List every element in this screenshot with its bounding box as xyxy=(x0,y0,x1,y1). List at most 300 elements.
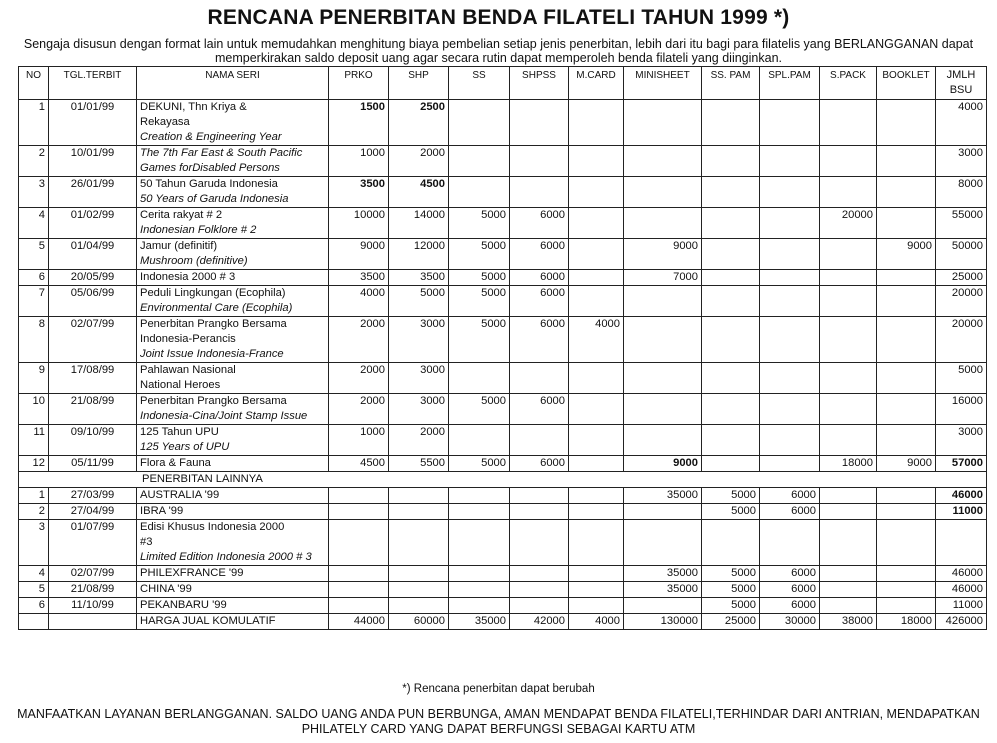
series-name-line: PEKANBARU '99 xyxy=(140,599,227,611)
row-sspam xyxy=(702,520,760,566)
row-shpss xyxy=(510,146,569,177)
table-row xyxy=(19,566,987,582)
row-mcard xyxy=(569,394,624,425)
row-jmlh: 3000 xyxy=(936,425,987,456)
row-name xyxy=(137,456,329,472)
row-name xyxy=(137,504,329,520)
table-row xyxy=(19,488,987,504)
col-splpam: SPL.PAM xyxy=(760,67,820,100)
row-date: 01/07/99 xyxy=(49,520,137,566)
row-splpam xyxy=(760,425,820,456)
row-shp xyxy=(389,582,449,598)
row-spack xyxy=(820,146,877,177)
row-no: 8 xyxy=(19,317,49,363)
series-name-line: #3 xyxy=(140,536,153,548)
row-shpss: 6000 xyxy=(510,208,569,239)
series-name-line: PHILEXFRANCE '99 xyxy=(140,567,244,579)
row-no: 11 xyxy=(19,425,49,456)
row-name xyxy=(137,582,329,598)
row-ss xyxy=(449,488,510,504)
row-jmlh: 16000 xyxy=(936,394,987,425)
row-mcard xyxy=(569,566,624,582)
col-prko: PRKO xyxy=(329,67,389,100)
row-shpss: 6000 xyxy=(510,286,569,317)
col-bsu-label: BSU xyxy=(949,84,973,96)
row-no: 1 xyxy=(19,100,49,146)
row-shpss xyxy=(510,598,569,614)
series-name-line: Rekayasa xyxy=(140,116,190,128)
row-no: 4 xyxy=(19,566,49,582)
row-date: 05/11/99 xyxy=(49,456,137,472)
row-date: 01/04/99 xyxy=(49,239,137,270)
row-date: 09/10/99 xyxy=(49,425,137,456)
total-label: HARGA JUAL KOMULATIF xyxy=(137,614,329,630)
row-mcard xyxy=(569,456,624,472)
row-shpss xyxy=(510,520,569,566)
row-no: 5 xyxy=(19,239,49,270)
row-spack xyxy=(820,177,877,208)
row-jmlh: 46000 xyxy=(936,488,987,504)
total-minisheet: 130000 xyxy=(624,614,702,630)
row-splpam xyxy=(760,520,820,566)
row-splpam: 6000 xyxy=(760,582,820,598)
series-name-english: The 7th Far East & South Pacific Games forDisabled Persons xyxy=(140,147,303,174)
row-date: 27/04/99 xyxy=(49,504,137,520)
row-name xyxy=(137,363,329,394)
row-ss xyxy=(449,504,510,520)
row-booklet xyxy=(877,598,936,614)
row-no: 3 xyxy=(19,177,49,208)
section-row xyxy=(19,472,987,488)
row-sspam xyxy=(702,317,760,363)
row-prko xyxy=(329,520,389,566)
col-sspam: SS. PAM xyxy=(702,67,760,100)
main-issues-body xyxy=(19,100,987,472)
total-body xyxy=(19,614,987,630)
row-mcard xyxy=(569,208,624,239)
row-minisheet xyxy=(624,520,702,566)
row-minisheet xyxy=(624,598,702,614)
row-mcard xyxy=(569,100,624,146)
col-mcard: M.CARD xyxy=(569,67,624,100)
row-spack xyxy=(820,598,877,614)
row-booklet xyxy=(877,270,936,286)
table-row xyxy=(19,177,987,208)
row-spack xyxy=(820,363,877,394)
row-shp xyxy=(389,504,449,520)
row-splpam xyxy=(760,100,820,146)
page-title: RENCANA PENERBITAN BENDA FILATELI TAHUN 1999 *) xyxy=(207,6,790,29)
row-minisheet xyxy=(624,425,702,456)
row-splpam xyxy=(760,270,820,286)
row-date: 05/06/99 xyxy=(49,286,137,317)
col-jmlh xyxy=(936,67,987,100)
series-name-english: 50 Years of Garuda Indonesia xyxy=(140,193,289,205)
row-prko xyxy=(329,566,389,582)
row-prko xyxy=(329,504,389,520)
total-spack: 38000 xyxy=(820,614,877,630)
row-date: 21/08/99 xyxy=(49,582,137,598)
col-spack: S.PACK xyxy=(820,67,877,100)
series-name-line: Flora & Fauna xyxy=(140,457,211,469)
row-splpam xyxy=(760,363,820,394)
row-spack xyxy=(820,286,877,317)
series-name-line: Indonesia 2000 # 3 xyxy=(140,271,236,283)
row-jmlh: 55000 xyxy=(936,208,987,239)
col-tgl: TGL.TERBIT xyxy=(49,67,137,100)
table-row xyxy=(19,363,987,394)
table-row xyxy=(19,456,987,472)
row-spack xyxy=(820,582,877,598)
row-mcard xyxy=(569,239,624,270)
row-booklet xyxy=(877,582,936,598)
row-shp xyxy=(389,598,449,614)
row-minisheet xyxy=(624,208,702,239)
row-spack xyxy=(820,394,877,425)
row-mcard xyxy=(569,286,624,317)
row-mcard xyxy=(569,488,624,504)
row-sspam: 5000 xyxy=(702,582,760,598)
row-name xyxy=(137,598,329,614)
row-spack xyxy=(820,504,877,520)
row-ss xyxy=(449,100,510,146)
row-sspam xyxy=(702,270,760,286)
series-name-line: IBRA '99 xyxy=(140,505,184,517)
row-mcard xyxy=(569,270,624,286)
row-spack xyxy=(820,270,877,286)
row-booklet xyxy=(877,520,936,566)
row-prko: 2000 xyxy=(329,317,389,363)
row-sspam xyxy=(702,286,760,317)
row-sspam xyxy=(702,146,760,177)
row-no: 10 xyxy=(19,394,49,425)
row-minisheet xyxy=(624,394,702,425)
row-spack xyxy=(820,520,877,566)
series-name-english: Limited Edition Indonesia 2000 # 3 xyxy=(140,551,312,563)
col-booklet: BOOKLET xyxy=(877,67,936,100)
section-label: PENERBITAN LAINNYA xyxy=(19,472,987,488)
row-prko: 9000 xyxy=(329,239,389,270)
row-no: 2 xyxy=(19,146,49,177)
series-name-english: Creation & Engineering Year xyxy=(140,131,282,143)
row-name xyxy=(137,566,329,582)
row-splpam: 6000 xyxy=(760,598,820,614)
row-name xyxy=(137,239,329,270)
row-booklet xyxy=(877,317,936,363)
row-jmlh: 57000 xyxy=(936,456,987,472)
row-shpss: 6000 xyxy=(510,394,569,425)
row-prko: 2000 xyxy=(329,363,389,394)
row-prko: 1000 xyxy=(329,425,389,456)
row-name xyxy=(137,208,329,239)
row-minisheet xyxy=(624,177,702,208)
row-shp: 5500 xyxy=(389,456,449,472)
row-minisheet xyxy=(624,317,702,363)
row-name xyxy=(137,270,329,286)
row-no: 9 xyxy=(19,363,49,394)
table-row xyxy=(19,504,987,520)
row-booklet: 9000 xyxy=(877,239,936,270)
row-minisheet xyxy=(624,286,702,317)
row-splpam xyxy=(760,286,820,317)
series-name-english: Indonesian Folklore # 2 xyxy=(140,224,257,236)
other-issues-body xyxy=(19,488,987,614)
table-row xyxy=(19,520,987,566)
row-shp: 12000 xyxy=(389,239,449,270)
row-booklet xyxy=(877,177,936,208)
row-jmlh: 5000 xyxy=(936,363,987,394)
table-row xyxy=(19,394,987,425)
row-booklet xyxy=(877,363,936,394)
table-header-row xyxy=(19,67,987,100)
footnote: *) Rencana penerbitan dapat berubah xyxy=(402,683,595,695)
row-booklet xyxy=(877,425,936,456)
row-jmlh: 50000 xyxy=(936,239,987,270)
table-row xyxy=(19,146,987,177)
row-ss xyxy=(449,598,510,614)
row-ss xyxy=(449,177,510,208)
row-spack xyxy=(820,566,877,582)
table-row xyxy=(19,425,987,456)
row-splpam: 6000 xyxy=(760,566,820,582)
total-blank xyxy=(19,614,49,630)
row-minisheet xyxy=(624,363,702,394)
row-booklet xyxy=(877,286,936,317)
row-name xyxy=(137,286,329,317)
promo-text: MANFAATKAN LAYANAN BERLANGGANAN. SALDO UANG ANDA PUN BERBUNGA, AMAN MENDAPAT BENDA FILATELI,TERHINDAR DARI ANTRIAN, MENDAPATKAN PHILATELY CARD YANG DAPAT BERFUNGSI SEBAGAI KARTU ATM xyxy=(17,707,980,736)
row-ss xyxy=(449,363,510,394)
row-prko xyxy=(329,582,389,598)
row-booklet xyxy=(877,488,936,504)
issue-schedule-table xyxy=(18,66,987,630)
row-shp xyxy=(389,566,449,582)
row-no: 2 xyxy=(19,504,49,520)
row-sspam xyxy=(702,456,760,472)
row-prko: 1500 xyxy=(329,100,389,146)
row-minisheet xyxy=(624,100,702,146)
series-name-line: Edisi Khusus Indonesia 2000 xyxy=(140,521,285,533)
row-splpam xyxy=(760,208,820,239)
row-shp: 3000 xyxy=(389,317,449,363)
row-shp: 2000 xyxy=(389,146,449,177)
row-mcard xyxy=(569,520,624,566)
row-spack xyxy=(820,239,877,270)
series-name-line: CHINA '99 xyxy=(140,583,192,595)
row-shpss: 6000 xyxy=(510,270,569,286)
row-mcard xyxy=(569,363,624,394)
row-booklet xyxy=(877,504,936,520)
series-name-english: Mushroom (definitive) xyxy=(140,255,248,267)
row-minisheet xyxy=(624,146,702,177)
total-booklet: 18000 xyxy=(877,614,936,630)
total-ss: 35000 xyxy=(449,614,510,630)
row-booklet xyxy=(877,146,936,177)
row-date: 01/01/99 xyxy=(49,100,137,146)
row-sspam xyxy=(702,363,760,394)
col-ss: SS xyxy=(449,67,510,100)
col-shpss: SHPSS xyxy=(510,67,569,100)
row-shp xyxy=(389,520,449,566)
series-name-line: Indonesia-Perancis xyxy=(140,333,236,345)
row-ss: 5000 xyxy=(449,394,510,425)
row-ss xyxy=(449,146,510,177)
total-splpam: 30000 xyxy=(760,614,820,630)
series-name-english: 125 Years of UPU xyxy=(140,441,230,453)
row-prko: 3500 xyxy=(329,270,389,286)
row-minisheet: 7000 xyxy=(624,270,702,286)
row-date: 21/08/99 xyxy=(49,394,137,425)
row-mcard xyxy=(569,582,624,598)
row-splpam xyxy=(760,394,820,425)
row-date: 02/07/99 xyxy=(49,566,137,582)
row-name xyxy=(137,100,329,146)
row-prko: 2000 xyxy=(329,394,389,425)
row-minisheet: 35000 xyxy=(624,566,702,582)
row-booklet xyxy=(877,208,936,239)
row-prko xyxy=(329,488,389,504)
series-name-line: Cerita rakyat # 2 xyxy=(140,209,223,221)
row-date: 02/07/99 xyxy=(49,317,137,363)
row-spack xyxy=(820,100,877,146)
row-ss xyxy=(449,566,510,582)
table-row xyxy=(19,270,987,286)
table-row xyxy=(19,582,987,598)
row-jmlh: 25000 xyxy=(936,270,987,286)
series-name-line: Jamur (definitif) xyxy=(140,240,218,252)
row-date: 01/02/99 xyxy=(49,208,137,239)
row-booklet xyxy=(877,394,936,425)
series-name-line: Penerbitan Prangko Bersama xyxy=(140,318,287,330)
total-row xyxy=(19,614,987,630)
series-name-line: Peduli Lingkungan (Ecophila) xyxy=(140,287,286,299)
total-shpss: 42000 xyxy=(510,614,569,630)
row-sspam xyxy=(702,177,760,208)
row-sspam xyxy=(702,425,760,456)
row-minisheet: 9000 xyxy=(624,239,702,270)
row-no: 6 xyxy=(19,270,49,286)
row-shpss xyxy=(510,504,569,520)
row-spack xyxy=(820,425,877,456)
row-shpss: 6000 xyxy=(510,239,569,270)
row-shp: 5000 xyxy=(389,286,449,317)
row-no: 4 xyxy=(19,208,49,239)
row-jmlh: 20000 xyxy=(936,286,987,317)
row-splpam xyxy=(760,177,820,208)
row-date: 26/01/99 xyxy=(49,177,137,208)
row-prko: 4000 xyxy=(329,286,389,317)
row-shpss: 6000 xyxy=(510,317,569,363)
row-no: 12 xyxy=(19,456,49,472)
row-name xyxy=(137,146,329,177)
row-sspam: 5000 xyxy=(702,504,760,520)
row-no: 7 xyxy=(19,286,49,317)
row-no: 6 xyxy=(19,598,49,614)
row-shpss xyxy=(510,425,569,456)
row-splpam xyxy=(760,146,820,177)
series-name-line: National Heroes xyxy=(140,379,221,391)
row-mcard xyxy=(569,425,624,456)
row-mcard xyxy=(569,598,624,614)
row-jmlh: 11000 xyxy=(936,504,987,520)
row-spack: 18000 xyxy=(820,456,877,472)
row-minisheet: 35000 xyxy=(624,488,702,504)
row-shpss xyxy=(510,566,569,582)
series-name-line: 125 Tahun UPU xyxy=(140,426,219,438)
table-row xyxy=(19,286,987,317)
row-no: 3 xyxy=(19,520,49,566)
series-name-english: Environmental Care (Ecophila) xyxy=(140,302,293,314)
row-prko: 1000 xyxy=(329,146,389,177)
row-mcard xyxy=(569,146,624,177)
row-jmlh: 20000 xyxy=(936,317,987,363)
total-sspam: 25000 xyxy=(702,614,760,630)
row-spack: 20000 xyxy=(820,208,877,239)
total-jmlh: 426000 xyxy=(936,614,987,630)
row-shp: 14000 xyxy=(389,208,449,239)
row-jmlh: 4000 xyxy=(936,100,987,146)
row-name xyxy=(137,425,329,456)
table-row xyxy=(19,317,987,363)
row-splpam: 6000 xyxy=(760,488,820,504)
row-date: 11/10/99 xyxy=(49,598,137,614)
row-ss: 5000 xyxy=(449,456,510,472)
row-ss xyxy=(449,425,510,456)
total-mcard: 4000 xyxy=(569,614,624,630)
row-no: 1 xyxy=(19,488,49,504)
row-sspam: 5000 xyxy=(702,488,760,504)
row-jmlh: 46000 xyxy=(936,582,987,598)
series-name-line: Penerbitan Prangko Bersama xyxy=(140,395,287,407)
row-name xyxy=(137,394,329,425)
row-ss: 5000 xyxy=(449,208,510,239)
row-prko xyxy=(329,598,389,614)
row-spack xyxy=(820,488,877,504)
row-jmlh: 8000 xyxy=(936,177,987,208)
series-name-line: DEKUNI, Thn Kriya & xyxy=(140,101,247,113)
row-shp: 4500 xyxy=(389,177,449,208)
row-ss xyxy=(449,520,510,566)
row-name xyxy=(137,317,329,363)
row-spack xyxy=(820,317,877,363)
row-splpam xyxy=(760,456,820,472)
row-prko: 10000 xyxy=(329,208,389,239)
row-booklet xyxy=(877,100,936,146)
series-name-line: AUSTRALIA '99 xyxy=(140,489,220,501)
row-booklet: 9000 xyxy=(877,456,936,472)
row-shp: 2000 xyxy=(389,425,449,456)
row-minisheet: 9000 xyxy=(624,456,702,472)
row-mcard: 4000 xyxy=(569,317,624,363)
row-ss: 5000 xyxy=(449,239,510,270)
row-sspam: 5000 xyxy=(702,566,760,582)
series-name-line: 50 Tahun Garuda Indonesia xyxy=(140,178,278,190)
total-prko: 44000 xyxy=(329,614,389,630)
row-minisheet xyxy=(624,504,702,520)
row-shp: 3500 xyxy=(389,270,449,286)
row-booklet xyxy=(877,566,936,582)
row-shp xyxy=(389,488,449,504)
row-name xyxy=(137,177,329,208)
row-no: 5 xyxy=(19,582,49,598)
row-ss: 5000 xyxy=(449,270,510,286)
row-shpss: 6000 xyxy=(510,456,569,472)
row-ss: 5000 xyxy=(449,286,510,317)
row-shpss xyxy=(510,582,569,598)
row-ss xyxy=(449,582,510,598)
table-row xyxy=(19,239,987,270)
row-sspam xyxy=(702,394,760,425)
row-splpam: 6000 xyxy=(760,504,820,520)
